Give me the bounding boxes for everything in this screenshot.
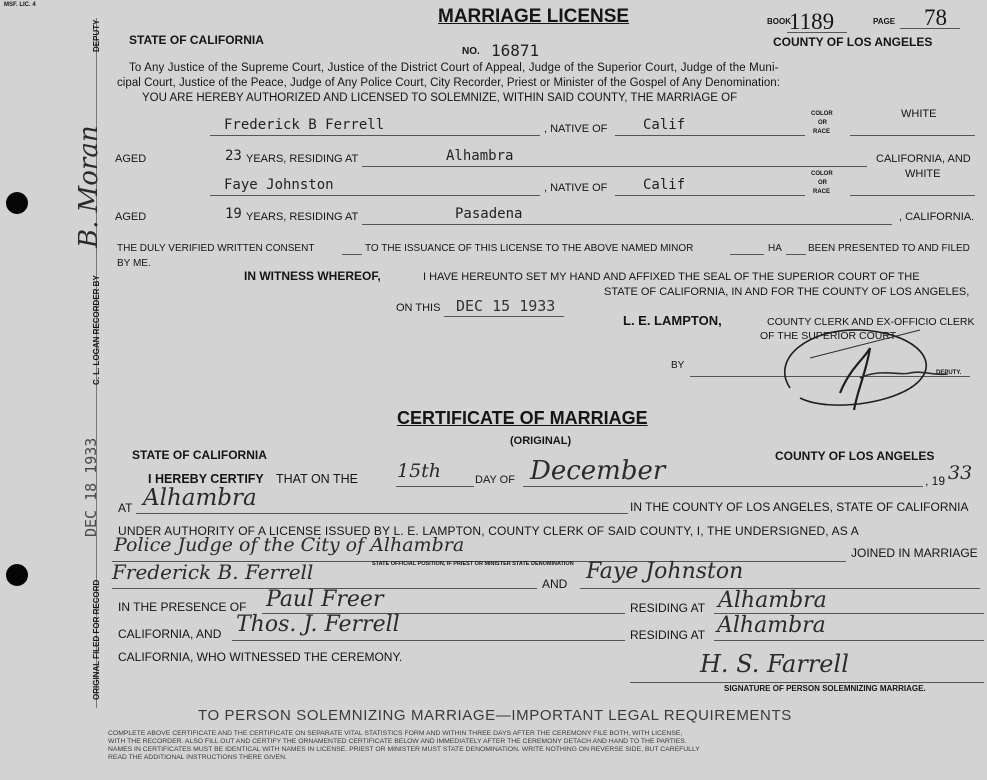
page-underline <box>900 28 960 29</box>
form-tag: MSF. LIC. 4 <box>4 2 36 8</box>
bride-native-line <box>615 195 805 196</box>
groom-color-label-1: COLOR <box>811 111 833 117</box>
certify-rest: THAT ON THE <box>276 472 358 486</box>
by-label: BY <box>671 360 685 371</box>
license-county: COUNTY OF LOS ANGELES <box>773 35 933 49</box>
marriage-place-line <box>136 513 628 514</box>
at-label: AT <box>118 501 133 515</box>
bride-california-label: , CALIFORNIA. <box>899 211 975 223</box>
bride-name-line <box>210 195 540 196</box>
witness-text-2: STATE OF CALIFORNIA, IN AND FOR THE COUNTY OF LOS ANGELES, <box>604 286 970 298</box>
footer-heading: TO PERSON SOLEMNIZING MARRIAGE—IMPORTANT LEGAL REQUIREMENTS <box>198 707 792 724</box>
bride-color-label-1: COLOR <box>811 171 833 177</box>
bride-native-label: , NATIVE OF <box>544 182 608 194</box>
authority-text: UNDER AUTHORITY OF A LICENSE ISSUED BY L. E. LAMPTON, COUNTY CLERK OF SAID COUNTY, I, THE UNDERSIGNED, AS A <box>118 524 859 538</box>
consent-blank-2 <box>730 254 764 255</box>
witness2-residing-label: RESIDING AT <box>630 628 706 642</box>
witness-whereof: IN WITNESS WHEREOF, <box>244 269 381 283</box>
license-number-label: NO. <box>462 46 480 57</box>
groom-name: Frederick B Ferrell <box>224 117 385 133</box>
certificate-title: CERTIFICATE OF MARRIAGE <box>397 408 648 428</box>
recorder-label: C. L. LOGAN RECORDER BY <box>92 275 101 385</box>
witness1-residence: Alhambra <box>718 588 827 613</box>
groom-race: WHITE <box>901 108 937 120</box>
book-underline <box>787 32 847 33</box>
officiant-signature-line <box>630 682 984 683</box>
issue-date-stamp: DEC 15 1933 <box>456 297 556 315</box>
year-prefix: , 19 <box>925 474 946 488</box>
license-intro-line-1: To Any Justice of the Supreme Court, Justice of the District Court of Appeal, Judge of the Superior Court, Judge of the Muni- <box>129 62 779 74</box>
recorder-deputy-label: DEPUTY <box>92 19 101 52</box>
groom-color-label-3: RACE <box>813 129 831 135</box>
officiant-signature: H. S. Farrell <box>700 650 849 678</box>
footer-line-3: NAMES IN CERTIFICATES MUST BE IDENTICAL WITH NAMES IN LICENSE. PRIEST OR MINISTER MUST STATE DENOMINATION. WRITE NOTHING ON REVERSE SIDE, BUT CAREFULLY <box>108 746 700 753</box>
bride-color-label-2: OR <box>818 180 827 186</box>
issue-date-line <box>444 316 564 317</box>
consent-blank-3 <box>786 254 806 255</box>
filed-date-stamp: DEC 18 1933 <box>82 437 100 537</box>
on-this-label: ON THIS <box>396 302 441 314</box>
license-title: MARRIAGE LICENSE <box>438 6 630 27</box>
witness-text-1: I HAVE HEREUNTO SET MY HAND AND AFFIXED THE SEAL OF THE SUPERIOR COURT OF THE <box>423 271 920 283</box>
footer-line-4: READ THE ADDITIONAL INSTRUCTIONS THERE GIVEN. <box>108 754 287 761</box>
marriage-day: 15th <box>397 460 442 482</box>
groom-signature: Frederick B. Ferrell <box>112 560 314 584</box>
bride-native: Calif <box>643 177 686 193</box>
marriage-place: Alhambra <box>143 485 257 511</box>
punch-hole-bottom <box>6 564 28 586</box>
marriage-day-line <box>396 486 474 487</box>
county-state-text: IN THE COUNTY OF LOS ANGELES, STATE OF CALIFORNIA <box>630 500 969 514</box>
groom-name-line <box>210 135 540 136</box>
groom-native-line <box>615 135 805 136</box>
witness2-residence-line <box>714 640 984 641</box>
bride-race: WHITE <box>905 168 941 180</box>
groom-native: Calif <box>643 117 686 133</box>
groom-color-label-2: OR <box>818 120 827 126</box>
book-label: BOOK <box>767 17 791 26</box>
license-intro-line-2: cipal Court, Justice of the Peace, Judge of Any Police Court, City Recorder, Priest or Minister of the Gospel of Any Denomination: <box>117 77 780 89</box>
recorder-signature: B. Moran <box>74 125 104 248</box>
california-and-witness: CALIFORNIA, AND <box>118 627 222 641</box>
official-note: STATE OFFICIAL POSITION, IF PRIEST OR MINISTER STATE DENOMINATION <box>372 561 574 567</box>
signature-caption: SIGNATURE OF PERSON SOLEMNIZING MARRIAGE. <box>724 684 926 693</box>
and-label: AND <box>542 577 568 591</box>
bride-residence-line <box>362 224 892 225</box>
groom-race-line <box>850 135 975 136</box>
consent-blank-1 <box>342 254 362 255</box>
license-intro-line-3: YOU ARE HEREBY AUTHORIZED AND LICENSED TO SOLEMNIZE, WITHIN SAID COUNTY, THE MARRIAGE OF <box>142 92 738 104</box>
official-position: Police Judge of the City of Alhambra <box>114 534 465 556</box>
ceremony-text: CALIFORNIA, WHO WITNESSED THE CEREMONY. <box>118 650 403 664</box>
deputy-label: DEPUTY. <box>936 370 962 376</box>
consent-ha: HA <box>768 243 782 254</box>
bride-residing-label: YEARS, RESIDING AT <box>246 211 359 223</box>
groom-age: 23 <box>225 148 242 164</box>
page-label: PAGE <box>873 17 896 26</box>
certificate-county: COUNTY OF LOS ANGELES <box>775 449 935 463</box>
book-value: 1189 <box>789 9 835 34</box>
marriage-year: 33 <box>948 462 973 484</box>
clerk-title-2: OF THE SUPERIOR COURT <box>760 330 897 342</box>
punch-hole-top <box>6 192 28 214</box>
bride-residence: Pasadena <box>455 206 523 222</box>
certificate-subtitle: (ORIGINAL) <box>510 435 572 447</box>
clerk-title-1: COUNTY CLERK AND EX-OFFICIO CLERK <box>767 316 975 328</box>
witness2-name-line <box>232 640 625 641</box>
groom-aged-label: AGED <box>115 153 147 165</box>
day-of-label: DAY OF <box>475 474 515 486</box>
groom-native-label: , NATIVE OF <box>544 123 608 135</box>
california-and-label: CALIFORNIA, AND <box>876 153 971 165</box>
marriage-month-line <box>523 486 923 487</box>
consent-text-1: THE DULY VERIFIED WRITTEN CONSENT <box>117 243 315 254</box>
filed-for-record-label: ORIGINAL FILED FOR RECORD <box>92 579 101 700</box>
clerk-name: L. E. LAMPTON, <box>623 313 722 328</box>
bride-signature: Faye Johnston <box>586 559 744 584</box>
page-value: 78 <box>924 5 947 30</box>
bride-color-label-3: RACE <box>813 189 831 195</box>
license-number: 16871 <box>491 41 540 60</box>
certify-bold: I HEREBY CERTIFY <box>148 472 264 486</box>
groom-residence: Alhambra <box>446 148 514 164</box>
deputy-signature <box>770 318 960 418</box>
consent-text-4: BY ME. <box>117 258 151 269</box>
groom-residing-label: YEARS, RESIDING AT <box>246 153 359 165</box>
footer-line-1: COMPLETE ABOVE CERTIFICATE AND THE CERTIFICATE ON SEPARATE VITAL STATISTICS FORM AND WITHIN THREE DAYS AFTER THE CEREMONY FILE BOTH, WITH LICENSE, <box>108 730 683 737</box>
bride-aged-label: AGED <box>115 211 147 223</box>
consent-text-2: TO THE ISSUANCE OF THIS LICENSE TO THE ABOVE NAMED MINOR <box>365 243 694 254</box>
bride-name: Faye Johnston <box>224 177 334 193</box>
groom-residence-line <box>362 166 867 167</box>
certificate-state: STATE OF CALIFORNIA <box>132 448 267 462</box>
presence-label: IN THE PRESENCE OF <box>118 600 247 614</box>
witness2-residence: Alhambra <box>717 613 826 638</box>
joined-label: JOINED IN MARRIAGE <box>851 546 978 560</box>
witness1-residing-label: RESIDING AT <box>630 601 706 615</box>
witness1-name: Paul Freer <box>266 587 384 612</box>
license-state: STATE OF CALIFORNIA <box>129 33 264 47</box>
marriage-month: December <box>530 456 666 486</box>
witness2-name: Thos. J. Ferrell <box>236 612 400 637</box>
consent-text-3: BEEN PRESENTED TO AND FILED <box>808 243 970 254</box>
footer-line-2: WITH THE RECORDER. ALSO FILL OUT AND CERTIFY THE ORNAMENTED CERTIFICATE BELOW AND IMMEDIATELY AFTER THE CEREMONY DETACH AND HAND TO THE PARTIES. <box>108 738 687 745</box>
bride-race-line <box>850 195 975 196</box>
bride-age: 19 <box>225 206 242 222</box>
